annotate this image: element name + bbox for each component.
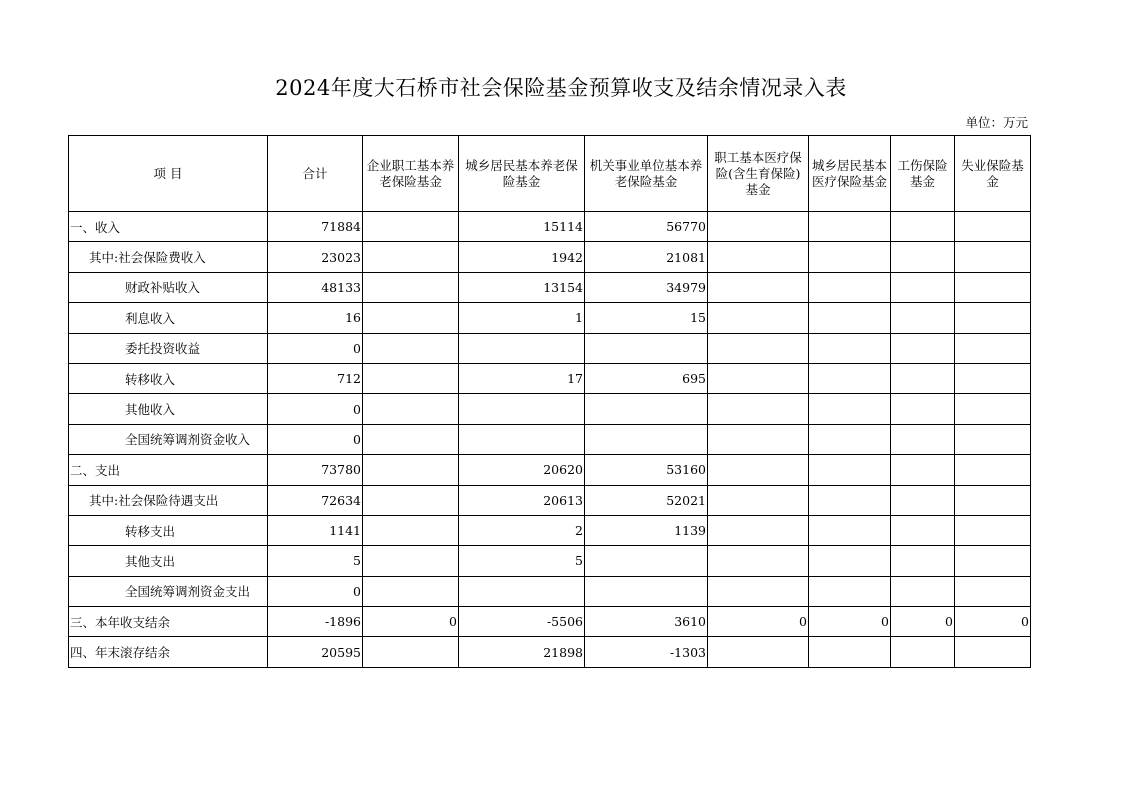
cell-unemployment bbox=[955, 272, 1031, 302]
header-work-injury: 工伤保险基金 bbox=[891, 136, 955, 212]
cell-resident-pension: 20613 bbox=[459, 485, 585, 515]
cell-work-injury bbox=[891, 424, 955, 454]
header-total: 合计 bbox=[268, 136, 363, 212]
cell-institution-pension bbox=[585, 424, 708, 454]
cell-total: 16 bbox=[268, 303, 363, 333]
cell-resident-medical bbox=[809, 333, 891, 363]
table-row bbox=[69, 607, 1031, 637]
cell-unemployment bbox=[955, 394, 1031, 424]
cell-work-injury bbox=[891, 455, 955, 485]
cell-total: 20595 bbox=[268, 637, 363, 667]
cell-employee-medical bbox=[708, 303, 809, 333]
cell-work-injury bbox=[891, 515, 955, 545]
table-row bbox=[69, 424, 1031, 454]
cell-unemployment bbox=[955, 515, 1031, 545]
cell-resident-pension: 21898 bbox=[459, 637, 585, 667]
row-label: 利息收入 bbox=[69, 303, 268, 333]
cell-employee-medical bbox=[708, 363, 809, 393]
cell-institution-pension: 52021 bbox=[585, 485, 708, 515]
cell-institution-pension: 53160 bbox=[585, 455, 708, 485]
cell-employee-medical: 0 bbox=[708, 607, 809, 637]
cell-resident-medical bbox=[809, 515, 891, 545]
cell-resident-pension: 13154 bbox=[459, 272, 585, 302]
table-row bbox=[69, 637, 1031, 667]
cell-unemployment bbox=[955, 485, 1031, 515]
cell-resident-medical bbox=[809, 485, 891, 515]
cell-resident-pension: -5506 bbox=[459, 607, 585, 637]
table-row bbox=[69, 485, 1031, 515]
cell-resident-medical bbox=[809, 272, 891, 302]
cell-total: -1896 bbox=[268, 607, 363, 637]
cell-total: 0 bbox=[268, 576, 363, 606]
row-label: 转移收入 bbox=[69, 363, 268, 393]
row-label: 财政补贴收入 bbox=[69, 272, 268, 302]
cell-work-injury bbox=[891, 272, 955, 302]
cell-resident-pension: 17 bbox=[459, 363, 585, 393]
row-label: 四、年末滚存结余 bbox=[69, 637, 268, 667]
cell-work-injury: 0 bbox=[891, 607, 955, 637]
cell-enterprise-pension bbox=[363, 394, 459, 424]
table-row bbox=[69, 455, 1031, 485]
header-unemployment: 失业保险基金 bbox=[955, 136, 1031, 212]
cell-employee-medical bbox=[708, 333, 809, 363]
header-resident-pension: 城乡居民基本养老保险基金 bbox=[459, 136, 585, 212]
cell-institution-pension bbox=[585, 333, 708, 363]
cell-work-injury bbox=[891, 303, 955, 333]
table-row bbox=[69, 212, 1031, 242]
header-row bbox=[69, 136, 1031, 212]
cell-unemployment bbox=[955, 546, 1031, 576]
cell-unemployment bbox=[955, 455, 1031, 485]
cell-unemployment bbox=[955, 637, 1031, 667]
cell-resident-medical bbox=[809, 394, 891, 424]
budget-table bbox=[68, 135, 1031, 668]
cell-work-injury bbox=[891, 333, 955, 363]
table-row bbox=[69, 363, 1031, 393]
cell-enterprise-pension bbox=[363, 576, 459, 606]
cell-total: 0 bbox=[268, 333, 363, 363]
cell-resident-medical bbox=[809, 242, 891, 272]
cell-resident-pension: 1942 bbox=[459, 242, 585, 272]
cell-total: 712 bbox=[268, 363, 363, 393]
cell-enterprise-pension bbox=[363, 242, 459, 272]
cell-employee-medical bbox=[708, 576, 809, 606]
cell-institution-pension bbox=[585, 394, 708, 424]
header-institution-pension: 机关事业单位基本养老保险基金 bbox=[585, 136, 708, 212]
cell-unemployment: 0 bbox=[955, 607, 1031, 637]
cell-resident-pension bbox=[459, 394, 585, 424]
cell-enterprise-pension bbox=[363, 424, 459, 454]
cell-resident-pension: 20620 bbox=[459, 455, 585, 485]
cell-enterprise-pension: 0 bbox=[363, 607, 459, 637]
cell-work-injury bbox=[891, 363, 955, 393]
header-item: 项 目 bbox=[69, 136, 268, 212]
cell-employee-medical bbox=[708, 485, 809, 515]
cell-resident-pension: 1 bbox=[459, 303, 585, 333]
row-label: 其他支出 bbox=[69, 546, 268, 576]
table-row bbox=[69, 576, 1031, 606]
row-label: 全国统筹调剂资金收入 bbox=[69, 424, 268, 454]
cell-resident-medical bbox=[809, 546, 891, 576]
cell-unemployment bbox=[955, 363, 1031, 393]
cell-total: 0 bbox=[268, 424, 363, 454]
cell-enterprise-pension bbox=[363, 455, 459, 485]
cell-employee-medical bbox=[708, 424, 809, 454]
cell-institution-pension: 56770 bbox=[585, 212, 708, 242]
table-row bbox=[69, 394, 1031, 424]
cell-resident-medical bbox=[809, 637, 891, 667]
row-label: 其他收入 bbox=[69, 394, 268, 424]
cell-enterprise-pension bbox=[363, 485, 459, 515]
cell-unemployment bbox=[955, 212, 1031, 242]
cell-total: 72634 bbox=[268, 485, 363, 515]
cell-work-injury bbox=[891, 485, 955, 515]
table-row bbox=[69, 546, 1031, 576]
cell-unemployment bbox=[955, 242, 1031, 272]
cell-work-injury bbox=[891, 576, 955, 606]
cell-work-injury bbox=[891, 242, 955, 272]
table-row bbox=[69, 272, 1031, 302]
cell-resident-medical bbox=[809, 455, 891, 485]
cell-enterprise-pension bbox=[363, 272, 459, 302]
cell-institution-pension: 15 bbox=[585, 303, 708, 333]
cell-employee-medical bbox=[708, 394, 809, 424]
cell-enterprise-pension bbox=[363, 212, 459, 242]
cell-total: 1141 bbox=[268, 515, 363, 545]
row-label: 一、收入 bbox=[69, 212, 268, 242]
row-label: 其中:社会保险待遇支出 bbox=[69, 485, 268, 515]
cell-institution-pension bbox=[585, 576, 708, 606]
cell-resident-medical bbox=[809, 363, 891, 393]
table-row bbox=[69, 303, 1031, 333]
cell-resident-medical bbox=[809, 303, 891, 333]
cell-enterprise-pension bbox=[363, 363, 459, 393]
row-label: 三、本年收支结余 bbox=[69, 607, 268, 637]
cell-unemployment bbox=[955, 424, 1031, 454]
cell-resident-pension: 15114 bbox=[459, 212, 585, 242]
cell-resident-pension bbox=[459, 424, 585, 454]
cell-resident-medical bbox=[809, 576, 891, 606]
cell-enterprise-pension bbox=[363, 515, 459, 545]
cell-resident-medical: 0 bbox=[809, 607, 891, 637]
cell-employee-medical bbox=[708, 546, 809, 576]
cell-enterprise-pension bbox=[363, 637, 459, 667]
cell-employee-medical bbox=[708, 637, 809, 667]
unit-label: 单位：万元 bbox=[965, 115, 1028, 130]
cell-total: 23023 bbox=[268, 242, 363, 272]
cell-work-injury bbox=[891, 212, 955, 242]
cell-unemployment bbox=[955, 303, 1031, 333]
table-row bbox=[69, 333, 1031, 363]
row-label: 二、支出 bbox=[69, 455, 268, 485]
cell-total: 73780 bbox=[268, 455, 363, 485]
cell-total: 48133 bbox=[268, 272, 363, 302]
cell-resident-medical bbox=[809, 424, 891, 454]
cell-institution-pension: 1139 bbox=[585, 515, 708, 545]
cell-resident-pension bbox=[459, 333, 585, 363]
cell-enterprise-pension bbox=[363, 333, 459, 363]
header-enterprise-pension: 企业职工基本养老保险基金 bbox=[363, 136, 459, 212]
page-title: 2024年度大石桥市社会保险基金预算收支及结余情况录入表 bbox=[275, 76, 847, 100]
cell-employee-medical bbox=[708, 272, 809, 302]
cell-enterprise-pension bbox=[363, 546, 459, 576]
cell-unemployment bbox=[955, 333, 1031, 363]
cell-work-injury bbox=[891, 546, 955, 576]
row-label: 转移支出 bbox=[69, 515, 268, 545]
cell-resident-pension: 2 bbox=[459, 515, 585, 545]
cell-institution-pension: -1303 bbox=[585, 637, 708, 667]
cell-institution-pension: 3610 bbox=[585, 607, 708, 637]
cell-total: 0 bbox=[268, 394, 363, 424]
cell-employee-medical bbox=[708, 455, 809, 485]
header-resident-medical: 城乡居民基本医疗保险基金 bbox=[809, 136, 891, 212]
cell-enterprise-pension bbox=[363, 303, 459, 333]
cell-institution-pension: 695 bbox=[585, 363, 708, 393]
table-body bbox=[69, 212, 1031, 668]
cell-unemployment bbox=[955, 576, 1031, 606]
cell-institution-pension: 34979 bbox=[585, 272, 708, 302]
cell-resident-medical bbox=[809, 212, 891, 242]
cell-employee-medical bbox=[708, 242, 809, 272]
cell-total: 5 bbox=[268, 546, 363, 576]
cell-employee-medical bbox=[708, 212, 809, 242]
cell-work-injury bbox=[891, 394, 955, 424]
row-label: 委托投资收益 bbox=[69, 333, 268, 363]
table-row bbox=[69, 515, 1031, 545]
header-employee-medical: 职工基本医疗保险(含生育保险)基金 bbox=[708, 136, 809, 212]
row-label: 其中:社会保险费收入 bbox=[69, 242, 268, 272]
cell-institution-pension: 21081 bbox=[585, 242, 708, 272]
cell-work-injury bbox=[891, 637, 955, 667]
cell-total: 71884 bbox=[268, 212, 363, 242]
table-row bbox=[69, 242, 1031, 272]
cell-employee-medical bbox=[708, 515, 809, 545]
cell-resident-pension bbox=[459, 576, 585, 606]
cell-resident-pension: 5 bbox=[459, 546, 585, 576]
row-label: 全国统筹调剂资金支出 bbox=[69, 576, 268, 606]
cell-institution-pension bbox=[585, 546, 708, 576]
